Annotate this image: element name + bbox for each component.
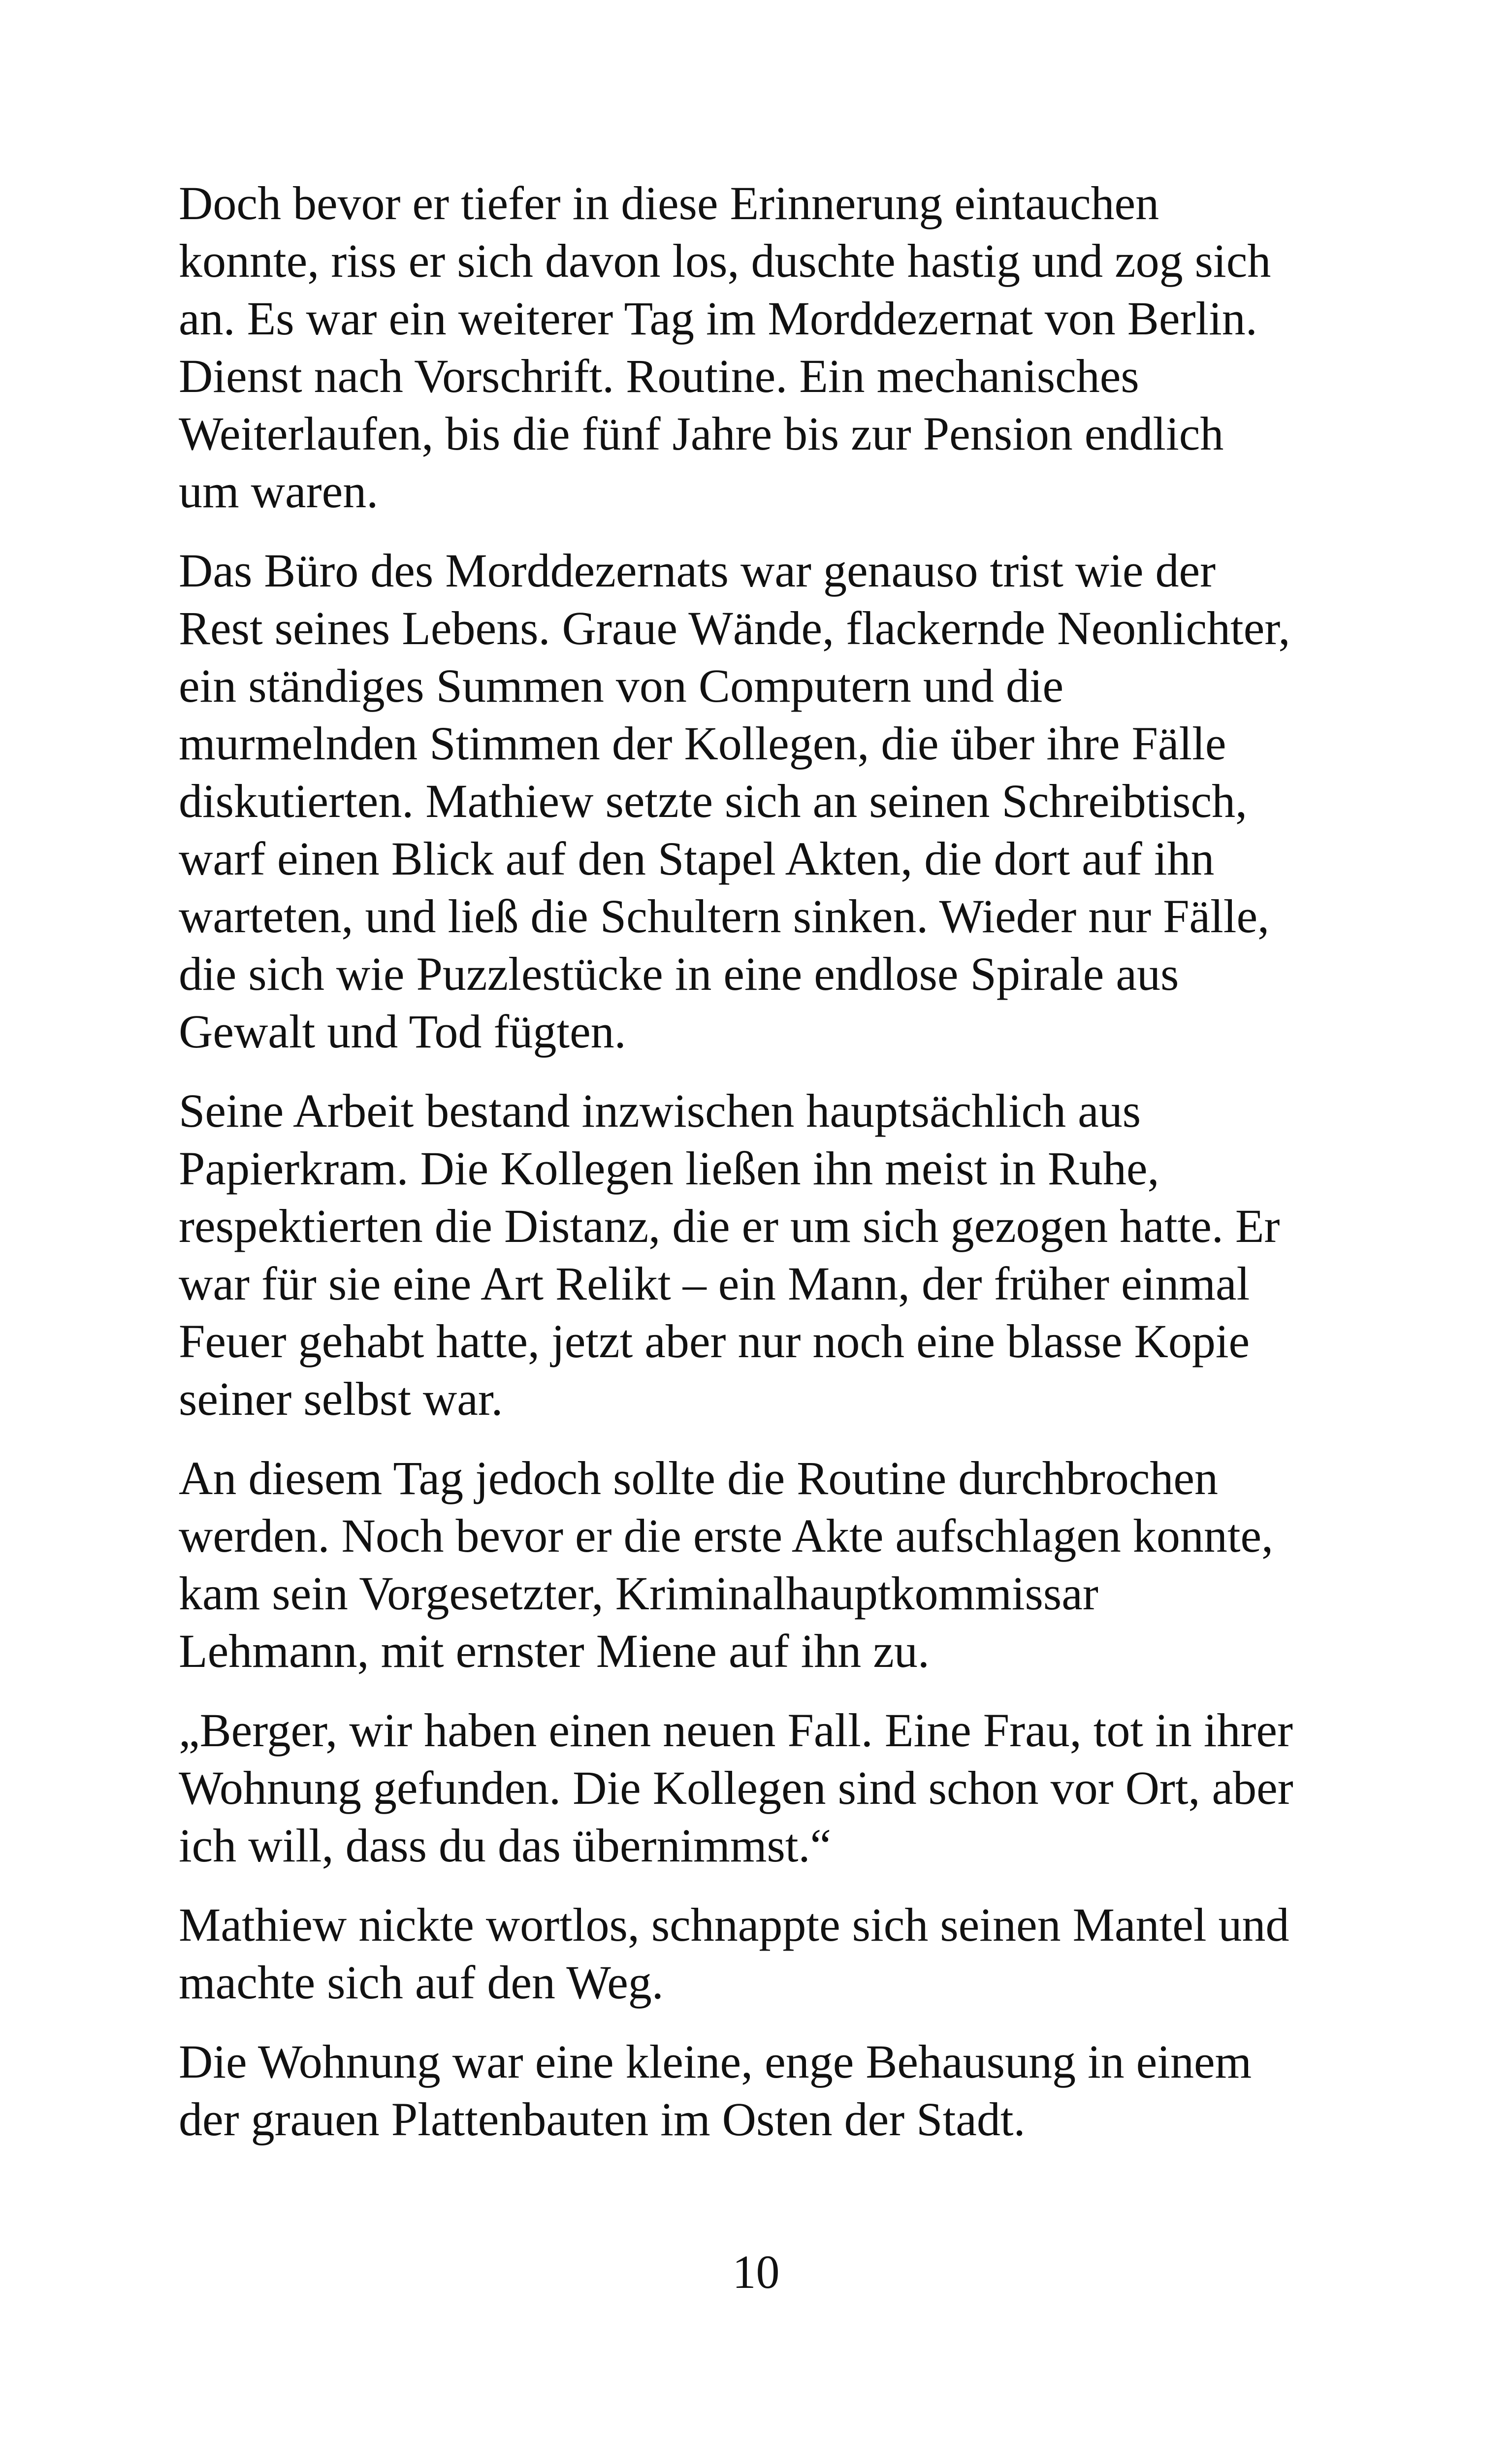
body-text — [179, 174, 1360, 2170]
paragraph-6: Mathiew nickte wortlos, schnappte sich seinen Mantel und machte sich auf den Weg. — [179, 1898, 1289, 2009]
page-number: 10 — [732, 2246, 780, 2298]
paragraph-3: Seine Arbeit bestand inzwischen hauptsächlich aus Papierkram. Die Kollegen ließen ihn meist in Ruhe, respektierten die Distanz, die er um sich gezogen hatte. Er war für sie eine Art Relikt – ein Mann, der früher einmal Feuer gehabt hatte, jetzt aber nur noch eine blasse Kopie seiner selbst war. — [179, 1084, 1280, 1425]
paragraph-2: Das Büro des Morddezernats war genauso trist wie der Rest seines Lebens. Graue Wände, flackernde Neonlichter, ein ständiges Summen von Computern und die murmelnden Stimmen der Kollegen, die über ihre Fälle diskutierten. Mathiew setzte sich an seinen Schreibtisch, warf einen Blick auf den Stapel Akten, die dort auf ihn warteten, und ließ die Schultern sinken. Wieder nur Fälle, die sich wie Puzzlestücke in eine endlose Spirale aus Gewalt und Tod fügten. — [179, 544, 1290, 1058]
paragraph-4: An diesem Tag jedoch sollte die Routine durchbrochen werden. Noch bevor er die erste Akte aufschlagen konnte, kam sein Vorgesetzter, Kriminalhauptkommissar Lehmann, mit ernster Miene auf ihn zu. — [179, 1452, 1274, 1677]
paragraph-7: Die Wohnung war eine kleine, enge Behausung in einem der grauen Plattenbauten im Osten der Stadt. — [179, 2035, 1252, 2146]
paragraph-1: Doch bevor er tiefer in diese Erinnerung eintauchen konnte, riss er sich davon los, duschte hastig und zog sich an. Es war ein weiterer Tag im Morddezernat von Berlin. Dienst nach Vorschrift. Routine. Ein mechanisches Weiterlaufen, bis die fünf Jahre bis zur Pension endlich um waren. — [179, 177, 1271, 518]
paragraph-5: „Berger, wir haben einen neuen Fall. Eine Frau, tot in ihrer Wohnung gefunden. Die Kollegen sind schon vor Ort, aber ich will, dass du das übernimmst.“ — [179, 1704, 1293, 1872]
